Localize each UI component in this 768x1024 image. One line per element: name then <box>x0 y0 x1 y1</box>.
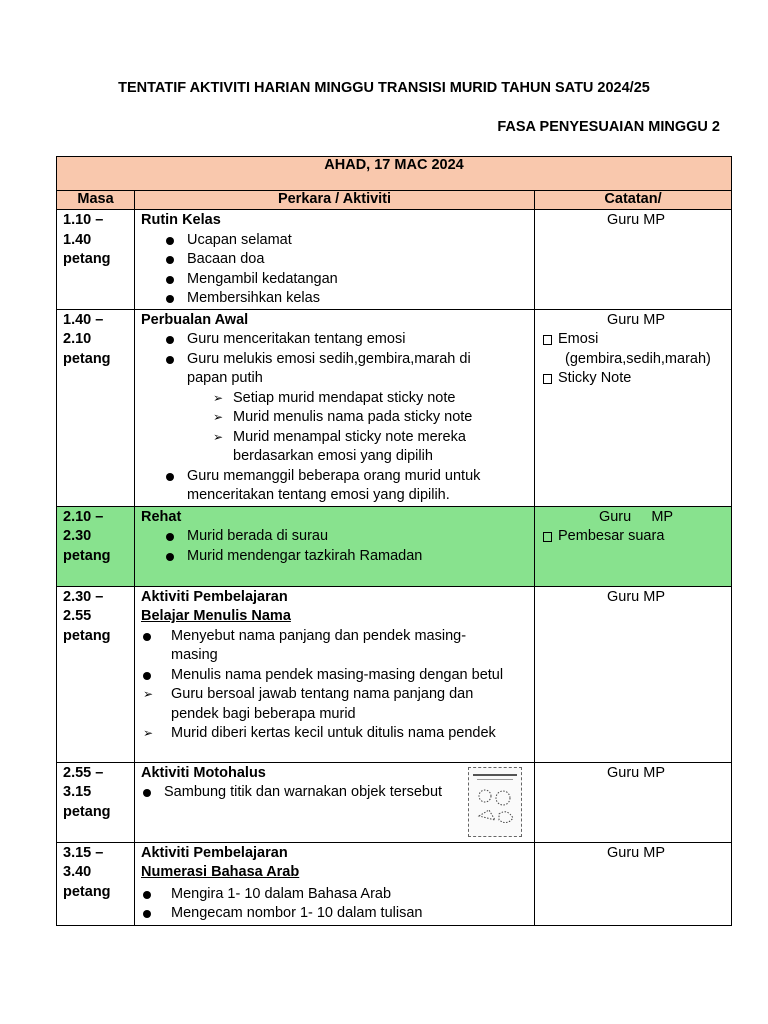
list-item: ➢ Murid menulis nama pada sticky note <box>141 408 534 428</box>
bullet-icon <box>143 910 151 918</box>
arrow-bullet-icon: ➢ <box>143 726 154 740</box>
worksheet-image-icon <box>469 768 521 836</box>
schedule-table <box>56 156 732 926</box>
time-cell: 2.55 – 3.15 petang <box>57 762 135 842</box>
note-item: Sticky Note <box>541 369 731 389</box>
activity-cell <box>135 762 535 842</box>
list-item: Guru melukis emosi sedih,gembira,marah di papan putih <box>141 350 534 389</box>
arrow-bullet-icon: ➢ <box>213 429 224 444</box>
column-header-row <box>57 191 732 210</box>
bullet-icon <box>143 633 151 641</box>
list-item: Murid mendengar tazkirah Ramadan <box>141 547 534 567</box>
list-item: ➢ Setiap murid mendapat sticky note <box>141 389 534 409</box>
list-item: Mengecam nombor 1- 10 dalam tulisan <box>141 904 534 924</box>
activity-subheading: Belajar Menulis Nama <box>141 608 291 624</box>
teacher-label: Guru MP <box>607 764 666 781</box>
time-cell: 3.15 – 3.40 petang <box>57 842 135 925</box>
list-item: Bacaan doa <box>141 250 534 270</box>
day-label: AHAD, 17 MAC 2024 <box>57 157 732 191</box>
bullet-icon <box>166 276 174 284</box>
list-item: Mengambil kedatangan <box>141 270 534 290</box>
time-cell: 2.10 – 2.30 petang <box>57 506 135 586</box>
bullet-icon <box>166 256 174 264</box>
note-cell <box>535 309 732 506</box>
activity-cell <box>135 842 535 925</box>
teacher-label: Guru MP <box>607 311 666 328</box>
activity-cell <box>135 586 535 762</box>
note-item: Emosi <box>541 330 731 350</box>
time-cell: 1.40 – 2.10 petang <box>57 309 135 506</box>
teacher-label: Guru MP <box>607 588 666 605</box>
list-item: ➢ Murid diberi kertas kecil untuk ditulis nama pendek <box>141 724 534 744</box>
note-cell <box>535 762 732 842</box>
list-item: ➢ Murid menampal sticky note mereka berdasarkan emosi yang dipilih <box>213 428 466 464</box>
list-item: Guru menceritakan tentang emosi <box>141 330 534 350</box>
activity-heading: Perbualan Awal <box>141 311 249 328</box>
bullet-icon <box>166 295 174 303</box>
note-cell <box>535 842 732 925</box>
table-row <box>57 309 732 506</box>
bullet-icon <box>143 789 151 797</box>
teacher-label: Guru MP <box>607 844 666 861</box>
bullet-icon <box>166 473 174 481</box>
teacher-label: Guru MP <box>607 212 666 228</box>
table-row <box>57 506 732 586</box>
bullet-icon <box>143 672 151 680</box>
activity-cell <box>135 309 535 506</box>
list-item: Mengira 1- 10 dalam Bahasa Arab <box>141 885 534 905</box>
teacher-label: Guru MP <box>598 508 674 525</box>
list-item: Menyebut nama panjang dan pendek masing-masing <box>141 627 534 666</box>
bullet-icon <box>166 553 174 561</box>
activity-heading: Aktiviti Pembelajaran <box>141 588 288 605</box>
bullet-icon <box>166 237 174 245</box>
activity-cell <box>135 506 535 586</box>
table-row <box>57 210 732 310</box>
list-item: Menulis nama pendek masing-masing dengan betul <box>141 666 534 686</box>
activity-subheading: Numerasi Bahasa Arab <box>141 864 300 880</box>
list-item: Sambung titik dan warnakan objek tersebut <box>141 783 534 803</box>
checkbox-icon <box>543 335 552 345</box>
note-cell <box>535 506 732 586</box>
note-cell <box>535 210 732 310</box>
bullet-icon <box>143 891 151 899</box>
day-header-row <box>57 157 732 191</box>
list-item: Ucapan selamat <box>141 231 534 251</box>
bullet-icon <box>166 533 174 541</box>
activity-heading: Aktiviti Motohalus <box>141 764 266 781</box>
arrow-bullet-icon: ➢ <box>143 687 154 701</box>
activity-cell <box>135 210 535 310</box>
table-row <box>57 762 732 842</box>
arrow-bullet-icon: ➢ <box>213 390 224 405</box>
time-cell: 2.30 – 2.55 petang <box>57 586 135 762</box>
list-item: ➢ Guru bersoal jawab tentang nama panjang dan pendek bagi beberapa murid <box>143 686 474 722</box>
list-item: Membersihkan kelas <box>141 289 534 309</box>
activity-heading: Rehat <box>141 508 182 525</box>
header-aktiviti: Perkara / Aktiviti <box>135 191 535 210</box>
document-subtitle: FASA PENYESUAIAN MINGGU 2 <box>497 119 720 135</box>
note-item: (gembira,sedih,marah) <box>565 350 711 367</box>
header-masa: Masa <box>57 191 135 210</box>
list-item: Murid berada di surau <box>141 527 534 547</box>
list-item: Guru memanggil beberapa orang murid untuk menceritakan tentang emosi yang dipilih. <box>141 467 534 506</box>
document-title: TENTATIF AKTIVITI HARIAN MINGGU TRANSISI MURID TAHUN SATU 2024/25 <box>118 80 650 96</box>
table-row <box>57 586 732 762</box>
table-row <box>57 842 732 925</box>
bullet-icon <box>166 356 174 364</box>
time-cell: 1.10 – 1.40 petang <box>57 210 135 310</box>
activity-heading: Aktiviti Pembelajaran <box>141 844 288 861</box>
bullet-icon <box>166 336 174 344</box>
activity-heading: Rutin Kelas <box>141 212 221 228</box>
header-catatan: Catatan/ <box>535 191 732 210</box>
note-item: Pembesar suara <box>541 527 731 547</box>
checkbox-icon <box>543 374 552 384</box>
worksheet-thumbnail <box>468 767 522 837</box>
arrow-bullet-icon: ➢ <box>213 410 224 424</box>
note-cell <box>535 586 732 762</box>
checkbox-icon <box>543 532 552 542</box>
